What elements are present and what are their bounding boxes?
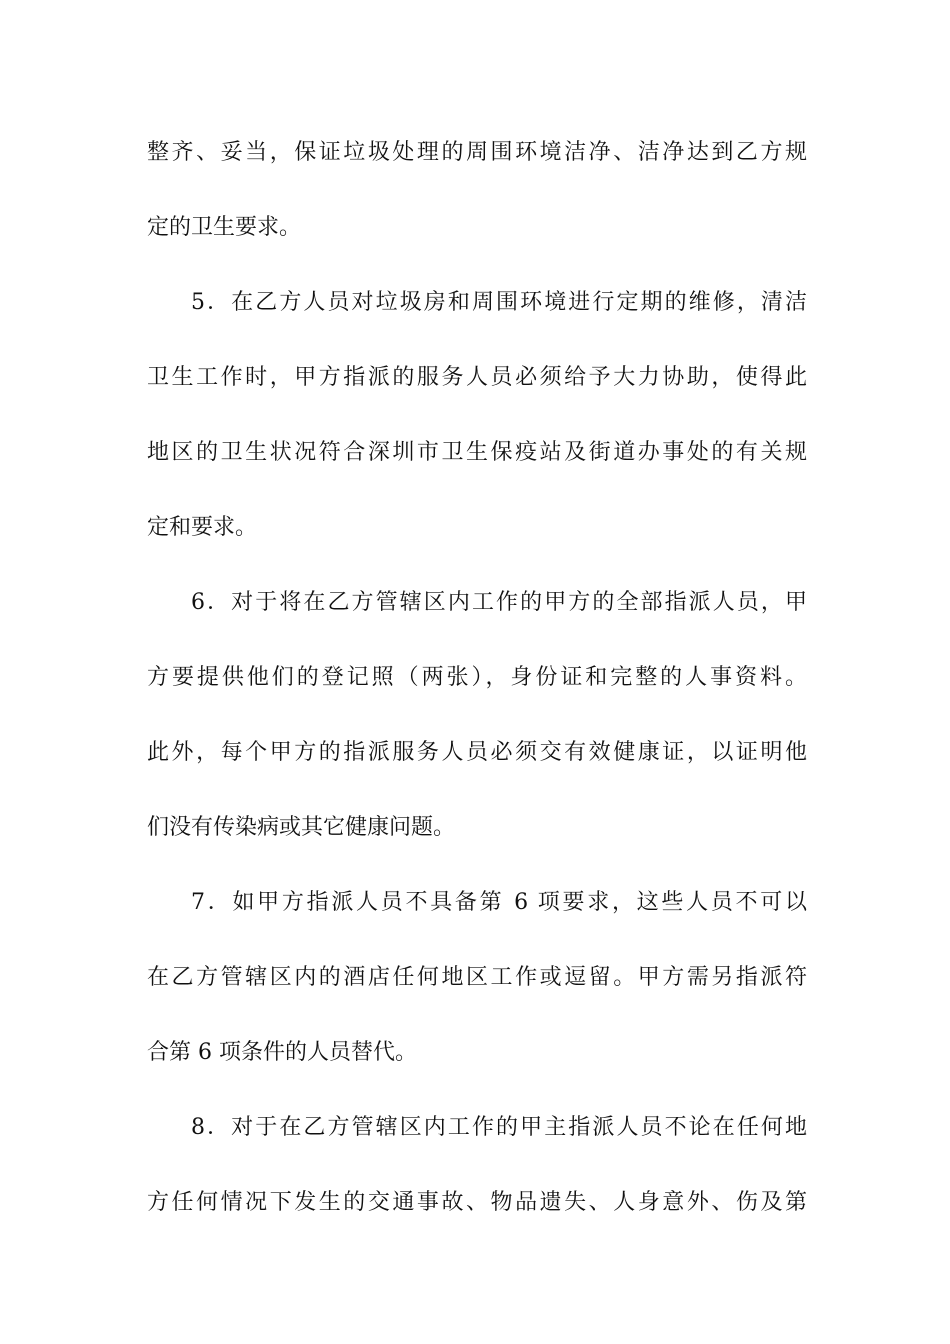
text-line-11: 7．如甲方指派人员不具备第 6 项要求，这些人员不可以 [191, 890, 807, 915]
text-line-1: 整齐、妥当，保证垃圾处理的周围环境洁净、洁净达到乙方规 [147, 140, 807, 165]
text-line-8: 方要提供他们的登记照（两张），身份证和完整的人事资料。 [147, 665, 807, 690]
text-line-13: 合第 6 项条件的人员替代。 [147, 1040, 417, 1065]
text-line-9: 此外，每个甲方的指派服务人员必须交有效健康证，以证明他 [147, 740, 807, 765]
text-line-14: 8．对于在乙方管辖区内工作的甲主指派人员不论在任何地 [191, 1115, 807, 1140]
text-line-7: 6．对于将在乙方管辖区内工作的甲方的全部指派人员，甲 [191, 590, 807, 615]
text-line-3: 5．在乙方人员对垃圾房和周围环境进行定期的维修，清洁 [191, 290, 807, 315]
text-line-5: 地区的卫生状况符合深圳市卫生保疫站及街道办事处的有关规 [147, 440, 807, 465]
text-line-10: 们没有传染病或其它健康问题。 [147, 815, 456, 840]
text-line-6: 定和要求。 [147, 515, 258, 540]
text-line-4: 卫生工作时，甲方指派的服务人员必须给予大力协助，使得此 [147, 365, 807, 390]
text-line-15: 方任何情况下发生的交通事故、物品遗失、人身意外、伤及第 [147, 1190, 807, 1215]
text-line-12: 在乙方管辖区内的酒店任何地区工作或逗留。甲方需另指派符 [147, 965, 807, 990]
text-line-2: 定的卫生要求。 [147, 215, 302, 240]
